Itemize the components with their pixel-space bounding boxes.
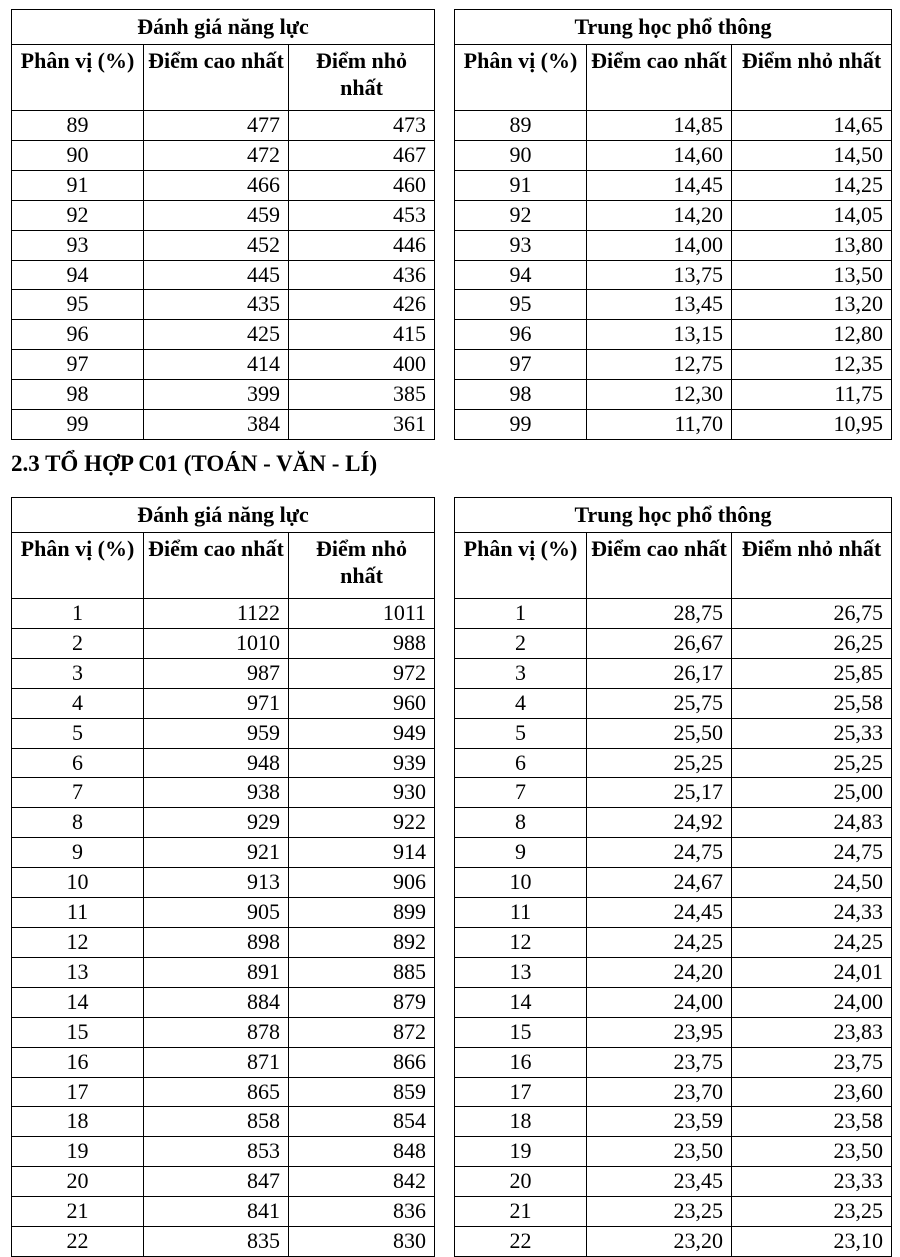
col-header-highest: Điểm cao nhất [587,45,732,111]
percentile-cell: 95 [455,290,587,320]
percentile-cell: 18 [455,1107,587,1137]
percentile-cell: 98 [12,380,144,410]
table-row [455,599,892,629]
lowest-score-cell: 12,80 [732,320,892,350]
lowest-score-cell: 23,25 [732,1197,892,1227]
lowest-score-cell: 14,65 [732,111,892,141]
lowest-score-cell: 361 [289,410,435,440]
prev-dgnl-table [11,9,435,440]
lowest-score-cell: 460 [289,170,435,200]
percentile-cell: 10 [12,868,144,898]
highest-score-cell: 14,85 [587,111,732,141]
c01-dgnl-table [11,497,435,1257]
lowest-score-cell: 385 [289,380,435,410]
table-row [12,838,435,868]
table-row [12,1227,435,1257]
table-row [455,927,892,957]
lowest-score-cell: 842 [289,1167,435,1197]
highest-score-cell: 23,45 [587,1167,732,1197]
highest-score-cell: 865 [144,1077,289,1107]
highest-score-cell: 23,95 [587,1017,732,1047]
highest-score-cell: 25,17 [587,778,732,808]
table-row [455,628,892,658]
lowest-score-cell: 25,33 [732,718,892,748]
lowest-score-cell: 10,95 [732,410,892,440]
highest-score-cell: 884 [144,987,289,1017]
lowest-score-cell: 26,75 [732,599,892,629]
lowest-score-cell: 24,00 [732,987,892,1017]
highest-score-cell: 12,30 [587,380,732,410]
table-row [455,1077,892,1107]
table-row [12,599,435,629]
percentile-cell: 98 [455,380,587,410]
table-row [12,927,435,957]
table-row [455,987,892,1017]
lowest-score-cell: 23,58 [732,1107,892,1137]
highest-score-cell: 13,15 [587,320,732,350]
table-row [455,111,892,141]
percentile-cell: 17 [455,1077,587,1107]
lowest-score-cell: 939 [289,748,435,778]
table-row [455,290,892,320]
table-row [12,688,435,718]
table-row [455,868,892,898]
percentile-cell: 93 [12,230,144,260]
highest-score-cell: 459 [144,200,289,230]
highest-score-cell: 878 [144,1017,289,1047]
highest-score-cell: 26,17 [587,658,732,688]
highest-score-cell: 14,20 [587,200,732,230]
highest-score-cell: 25,25 [587,748,732,778]
highest-score-cell: 445 [144,260,289,290]
table-row [12,260,435,290]
table-row [12,1107,435,1137]
table-row [12,111,435,141]
percentile-cell: 14 [12,987,144,1017]
percentile-cell: 90 [12,140,144,170]
percentile-cell: 94 [12,260,144,290]
lowest-score-cell: 906 [289,868,435,898]
lowest-score-cell: 1011 [289,599,435,629]
percentile-cell: 17 [12,1077,144,1107]
highest-score-cell: 23,50 [587,1137,732,1167]
lowest-score-cell: 23,33 [732,1167,892,1197]
highest-score-cell: 921 [144,838,289,868]
table-row [455,1107,892,1137]
lowest-score-cell: 400 [289,350,435,380]
highest-score-cell: 835 [144,1227,289,1257]
table-row [455,260,892,290]
percentile-cell: 8 [12,808,144,838]
highest-score-cell: 1122 [144,599,289,629]
percentile-cell: 11 [12,898,144,928]
lowest-score-cell: 25,25 [732,748,892,778]
lowest-score-cell: 866 [289,1047,435,1077]
highest-score-cell: 905 [144,898,289,928]
percentile-cell: 92 [12,200,144,230]
table-row [12,1017,435,1047]
percentile-cell: 96 [455,320,587,350]
highest-score-cell: 891 [144,957,289,987]
highest-score-cell: 24,20 [587,957,732,987]
percentile-cell: 22 [455,1227,587,1257]
lowest-score-cell: 930 [289,778,435,808]
lowest-score-cell: 872 [289,1017,435,1047]
table-row [12,868,435,898]
percentile-cell: 96 [12,320,144,350]
percentile-cell: 90 [455,140,587,170]
highest-score-cell: 14,60 [587,140,732,170]
highest-score-cell: 13,75 [587,260,732,290]
col-header-lowest: Điểm nhỏ nhất [732,533,892,599]
table-row [12,230,435,260]
percentile-cell: 97 [455,350,587,380]
lowest-score-cell: 13,20 [732,290,892,320]
table-row [455,200,892,230]
percentile-cell: 14 [455,987,587,1017]
lowest-score-cell: 859 [289,1077,435,1107]
lowest-score-cell: 922 [289,808,435,838]
col-header-lowest: Điểm nhỏ nhất [289,45,435,111]
table-row [455,808,892,838]
percentile-cell: 20 [455,1167,587,1197]
lowest-score-cell: 14,05 [732,200,892,230]
prev-thpt-table [454,9,892,440]
lowest-score-cell: 13,50 [732,260,892,290]
percentile-cell: 19 [12,1137,144,1167]
highest-score-cell: 24,67 [587,868,732,898]
table-row [455,658,892,688]
percentile-cell: 12 [12,927,144,957]
percentile-cell: 4 [455,688,587,718]
table-row [455,688,892,718]
col-header-highest: Điểm cao nhất [144,533,289,599]
percentile-cell: 11 [455,898,587,928]
percentile-cell: 5 [455,718,587,748]
table-title: Đánh giá năng lực [12,10,435,45]
table-row [12,748,435,778]
percentile-cell: 9 [455,838,587,868]
lowest-score-cell: 446 [289,230,435,260]
section-heading-c01: 2.3 TỔ HỢP C01 (TOÁN - VĂN - LÍ) [11,451,378,476]
lowest-score-cell: 14,25 [732,170,892,200]
col-header-percentile: Phân vị (%) [12,45,144,111]
percentile-cell: 2 [12,628,144,658]
percentile-cell: 12 [455,927,587,957]
highest-score-cell: 871 [144,1047,289,1077]
table-row [455,1227,892,1257]
highest-score-cell: 938 [144,778,289,808]
percentile-cell: 97 [12,350,144,380]
lowest-score-cell: 899 [289,898,435,928]
lowest-score-cell: 436 [289,260,435,290]
highest-score-cell: 913 [144,868,289,898]
table-row [455,230,892,260]
table-row [455,718,892,748]
lowest-score-cell: 415 [289,320,435,350]
percentile-cell: 21 [12,1197,144,1227]
highest-score-cell: 959 [144,718,289,748]
percentile-cell: 3 [12,658,144,688]
lowest-score-cell: 453 [289,200,435,230]
highest-score-cell: 858 [144,1107,289,1137]
highest-score-cell: 23,70 [587,1077,732,1107]
percentile-cell: 91 [12,170,144,200]
table-row [455,838,892,868]
percentile-cell: 20 [12,1167,144,1197]
percentile-cell: 4 [12,688,144,718]
lowest-score-cell: 23,75 [732,1047,892,1077]
lowest-score-cell: 988 [289,628,435,658]
lowest-score-cell: 854 [289,1107,435,1137]
table-row [12,658,435,688]
lowest-score-cell: 879 [289,987,435,1017]
lowest-score-cell: 23,10 [732,1227,892,1257]
percentile-cell: 91 [455,170,587,200]
table-row [455,1137,892,1167]
highest-score-cell: 1010 [144,628,289,658]
highest-score-cell: 929 [144,808,289,838]
lowest-score-cell: 13,80 [732,230,892,260]
lowest-score-cell: 836 [289,1197,435,1227]
highest-score-cell: 987 [144,658,289,688]
table-row [455,140,892,170]
lowest-score-cell: 914 [289,838,435,868]
table-row [12,987,435,1017]
highest-score-cell: 399 [144,380,289,410]
highest-score-cell: 25,50 [587,718,732,748]
percentile-cell: 18 [12,1107,144,1137]
highest-score-cell: 23,25 [587,1197,732,1227]
lowest-score-cell: 892 [289,927,435,957]
lowest-score-cell: 949 [289,718,435,748]
highest-score-cell: 25,75 [587,688,732,718]
percentile-cell: 16 [12,1047,144,1077]
lowest-score-cell: 24,75 [732,838,892,868]
lowest-score-cell: 23,50 [732,1137,892,1167]
table-row [455,898,892,928]
highest-score-cell: 477 [144,111,289,141]
percentile-cell: 1 [12,599,144,629]
percentile-cell: 1 [455,599,587,629]
highest-score-cell: 13,45 [587,290,732,320]
table-row [12,140,435,170]
highest-score-cell: 23,20 [587,1227,732,1257]
percentile-cell: 6 [12,748,144,778]
table-row [455,410,892,440]
table-row [12,1137,435,1167]
lowest-score-cell: 960 [289,688,435,718]
table-row [12,350,435,380]
col-header-highest: Điểm cao nhất [587,533,732,599]
lowest-score-cell: 426 [289,290,435,320]
lowest-score-cell: 473 [289,111,435,141]
percentile-cell: 16 [455,1047,587,1077]
table-row [455,1047,892,1077]
table-row [12,290,435,320]
lowest-score-cell: 885 [289,957,435,987]
highest-score-cell: 11,70 [587,410,732,440]
highest-score-cell: 24,92 [587,808,732,838]
table-row [12,320,435,350]
percentile-cell: 22 [12,1227,144,1257]
highest-score-cell: 24,75 [587,838,732,868]
highest-score-cell: 28,75 [587,599,732,629]
table-row [455,1197,892,1227]
col-header-percentile: Phân vị (%) [12,533,144,599]
table-row [12,628,435,658]
lowest-score-cell: 24,50 [732,868,892,898]
percentile-cell: 7 [455,778,587,808]
highest-score-cell: 948 [144,748,289,778]
highest-score-cell: 24,00 [587,987,732,1017]
col-header-highest: Điểm cao nhất [144,45,289,111]
table-row [12,1047,435,1077]
percentile-cell: 15 [12,1017,144,1047]
percentile-cell: 9 [12,838,144,868]
percentile-cell: 5 [12,718,144,748]
highest-score-cell: 26,67 [587,628,732,658]
percentile-cell: 8 [455,808,587,838]
lowest-score-cell: 972 [289,658,435,688]
table-row [12,380,435,410]
table-title: Trung học phổ thông [455,498,892,533]
table-title: Đánh giá năng lực [12,498,435,533]
percentile-cell: 95 [12,290,144,320]
highest-score-cell: 841 [144,1197,289,1227]
table-row [12,170,435,200]
highest-score-cell: 14,45 [587,170,732,200]
highest-score-cell: 847 [144,1167,289,1197]
table-row [12,778,435,808]
lowest-score-cell: 26,25 [732,628,892,658]
lowest-score-cell: 848 [289,1137,435,1167]
percentile-cell: 92 [455,200,587,230]
table-row [455,1017,892,1047]
highest-score-cell: 12,75 [587,350,732,380]
table-row [455,778,892,808]
table-row [455,320,892,350]
table-row [455,1167,892,1197]
percentile-cell: 10 [455,868,587,898]
percentile-cell: 99 [12,410,144,440]
lowest-score-cell: 14,50 [732,140,892,170]
col-header-lowest: Điểm nhỏ nhất [289,533,435,599]
percentile-cell: 19 [455,1137,587,1167]
lowest-score-cell: 24,01 [732,957,892,987]
lowest-score-cell: 25,85 [732,658,892,688]
table-row [12,200,435,230]
percentile-cell: 93 [455,230,587,260]
lowest-score-cell: 23,60 [732,1077,892,1107]
highest-score-cell: 971 [144,688,289,718]
table-row [455,380,892,410]
highest-score-cell: 24,25 [587,927,732,957]
lowest-score-cell: 12,35 [732,350,892,380]
table-row [455,170,892,200]
percentile-cell: 15 [455,1017,587,1047]
lowest-score-cell: 24,25 [732,927,892,957]
table-row [12,1197,435,1227]
highest-score-cell: 414 [144,350,289,380]
table-row [455,350,892,380]
c01-thpt-table [454,497,892,1257]
col-header-percentile: Phân vị (%) [455,45,587,111]
col-header-percentile: Phân vị (%) [455,533,587,599]
percentile-cell: 7 [12,778,144,808]
percentile-cell: 89 [12,111,144,141]
col-header-lowest: Điểm nhỏ nhất [732,45,892,111]
highest-score-cell: 14,00 [587,230,732,260]
table-row [12,718,435,748]
highest-score-cell: 853 [144,1137,289,1167]
lowest-score-cell: 830 [289,1227,435,1257]
table-row [12,957,435,987]
lowest-score-cell: 11,75 [732,380,892,410]
percentile-cell: 2 [455,628,587,658]
table-row [12,1167,435,1197]
lowest-score-cell: 24,83 [732,808,892,838]
highest-score-cell: 452 [144,230,289,260]
highest-score-cell: 472 [144,140,289,170]
lowest-score-cell: 25,00 [732,778,892,808]
highest-score-cell: 898 [144,927,289,957]
percentile-cell: 3 [455,658,587,688]
table-title: Trung học phổ thông [455,10,892,45]
percentile-cell: 94 [455,260,587,290]
percentile-cell: 13 [455,957,587,987]
highest-score-cell: 23,59 [587,1107,732,1137]
highest-score-cell: 425 [144,320,289,350]
table-row [455,748,892,778]
table-row [12,1077,435,1107]
lowest-score-cell: 23,83 [732,1017,892,1047]
percentile-cell: 99 [455,410,587,440]
highest-score-cell: 24,45 [587,898,732,928]
highest-score-cell: 23,75 [587,1047,732,1077]
highest-score-cell: 384 [144,410,289,440]
highest-score-cell: 435 [144,290,289,320]
table-row [12,898,435,928]
lowest-score-cell: 24,33 [732,898,892,928]
table-row [12,410,435,440]
lowest-score-cell: 467 [289,140,435,170]
table-row [455,957,892,987]
highest-score-cell: 466 [144,170,289,200]
table-row [12,808,435,838]
percentile-cell: 13 [12,957,144,987]
lowest-score-cell: 25,58 [732,688,892,718]
percentile-cell: 21 [455,1197,587,1227]
percentile-cell: 89 [455,111,587,141]
percentile-cell: 6 [455,748,587,778]
